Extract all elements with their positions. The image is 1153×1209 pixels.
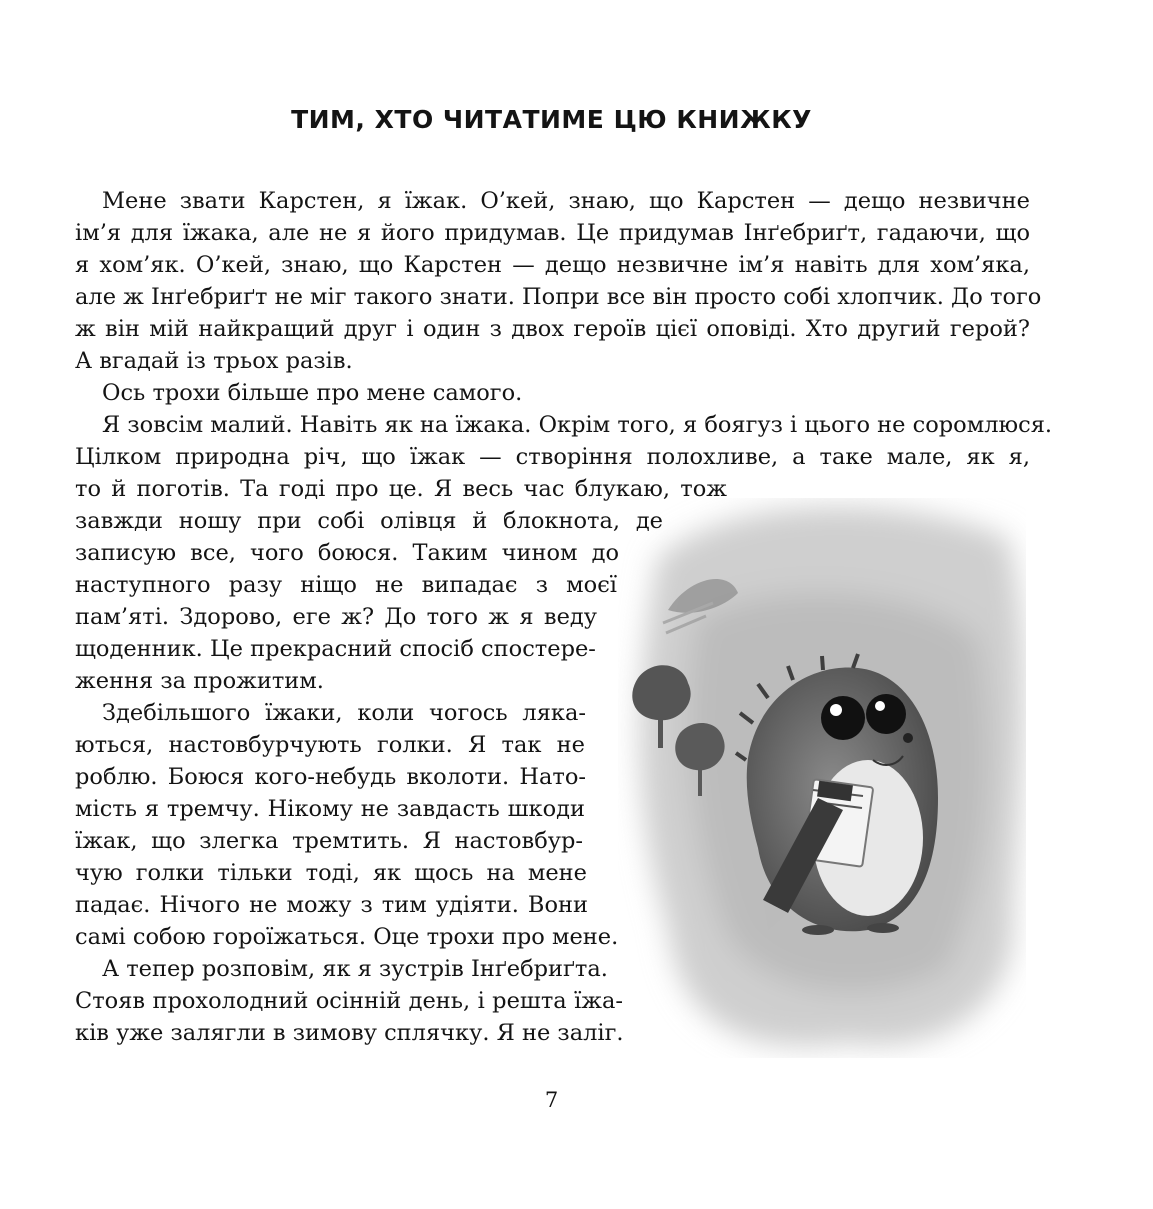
text-line: Я зовсім малий. Навіть як на їжака. Окрім того, я боягуз і цього не соромлюся. <box>102 412 1053 438</box>
text-line: ж він мій найкращий друг і один з двох героїв цієї оповіді. Хто другий герой? <box>75 316 1030 342</box>
text-line: наступного разу ніщо не випадає з моєї <box>75 572 617 598</box>
hedgehog-illustration <box>618 498 1026 1058</box>
text-line: Ось трохи більше про мене самого. <box>102 380 523 406</box>
text-line: Цілком природна річ, що їжак — створіння полохливе, а таке мале, як я, <box>75 444 1030 470</box>
text-line: їжак, що злегка тремтить. Я настовбур- <box>75 828 583 854</box>
text-line: але ж Інґебриґт не міг такого знати. Попри все він просто собі хлопчик. До того <box>75 284 1042 310</box>
text-line: Стояв прохолодний осінній день, і решта їжа- <box>75 988 623 1014</box>
text-line: щоденник. Це прекрасний спосіб спостере- <box>75 636 596 662</box>
page-number: 7 <box>544 1088 559 1112</box>
text-line: ім’я для їжака, але не я його придумав. Це придумав Інґебриґт, гадаючи, що <box>75 220 1030 246</box>
text-line: падає. Нічого не можу з тим удіяти. Вони <box>75 892 588 918</box>
text-line: роблю. Боюся кого-небудь вколоти. Нато- <box>75 764 586 790</box>
text-line: А тепер розповім, як я зустрів Інґебриґта. <box>102 956 608 982</box>
text-line: то й поготів. Та годі про це. Я весь час блукаю, тож <box>75 476 727 502</box>
chapter-title: ТИМ, ХТО ЧИТАТИМЕ ЦЮ КНИЖКУ <box>291 105 812 134</box>
text-line: я хом’як. О’кей, знаю, що Карстен — дещо незвичне ім’я навіть для хом’яка, <box>75 252 1030 278</box>
text-line: мість я тремчу. Нікому не завдасть шкоди <box>75 796 585 822</box>
text-line: завжди ношу при собі олівця й блокнота, де <box>75 508 663 534</box>
text-line: ження за прожитим. <box>75 668 324 694</box>
text-line: пам’яті. Здорово, еге ж? До того ж я веду <box>75 604 597 630</box>
text-line: ються, настовбурчують голки. Я так не <box>75 732 585 758</box>
text-line: самі собою гороїжаться. Оце трохи про мене. <box>75 924 619 950</box>
text-line: Здебільшого їжаки, коли чогось ляка- <box>102 700 586 726</box>
text-line: А вгадай із трьох разів. <box>75 348 353 374</box>
text-line: чую голки тільки тоді, як щось на мене <box>75 860 587 886</box>
text-line: Мене звати Карстен, я їжак. О’кей, знаю, що Карстен — дещо незвичне <box>102 188 1030 214</box>
text-line: ків уже залягли в зимову сплячку. Я не заліг. <box>75 1020 624 1046</box>
text-line: записую все, чого боюся. Таким чином до <box>75 540 619 566</box>
